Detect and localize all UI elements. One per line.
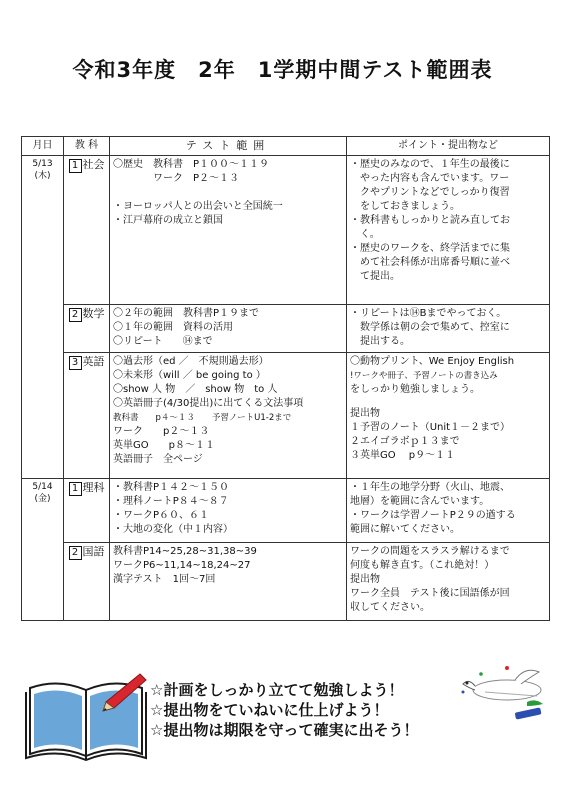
points-line: ワークの問題をスラスラ解けるまで — [350, 546, 510, 557]
points-cell-social — [347, 156, 550, 305]
points-line: クやプリントなどでしっかり復習 — [350, 187, 510, 198]
points-cell-math — [347, 305, 550, 353]
dove-decoration-icon — [455, 662, 555, 732]
range-line: ・ヨーロッパ人との出会いと全国統一 — [113, 201, 283, 212]
date-cell-day1 — [22, 156, 64, 479]
points-line: ・ワークは学習ノートP２９の遒する — [350, 510, 516, 521]
points-line: ２エイゴラボｐ１３まで — [350, 436, 460, 447]
points-line: 提出物 — [350, 408, 380, 419]
subject-number: 2 — [69, 546, 82, 560]
points-line: く。 — [350, 229, 380, 240]
header-date: 月日 — [22, 137, 64, 156]
points-cell-english — [347, 353, 550, 479]
points-line: をしっかり勉強しましょう。 — [350, 384, 480, 395]
points-line: 数学係は朝の会で集めて、控室に — [350, 322, 510, 333]
date-cell-day2 — [22, 479, 64, 621]
range-line: 〇過去形（ed ／ 不規則過去形） — [113, 356, 269, 367]
range-line: 〇未来形（will ／ be going to ） — [113, 370, 266, 381]
points-line: ３英単GO p９～１１ — [350, 450, 456, 461]
table-row-math — [22, 305, 550, 353]
slogan-line: ☆提出物をていねいに仕上げよう！ — [150, 701, 389, 719]
subject-number: 1 — [69, 482, 82, 496]
weekday-text: (金) — [34, 494, 51, 504]
range-line: 教科書 p４～１３ 予習ノートU1-2まで — [113, 413, 292, 423]
points-line: １予習のノート（Unit１－２まで） — [350, 422, 511, 433]
red-pencil-icon — [100, 672, 148, 712]
table-row-japanese — [22, 543, 550, 621]
range-cell-english — [110, 353, 347, 479]
points-line: ・歴史のみなので、１年生の最後に — [350, 159, 510, 170]
points-line: ・リピートは⑭Bまでやっておく。 — [350, 308, 507, 319]
page-title: 令和3年度 2年 1学期中間テスト範囲表 — [72, 58, 493, 82]
range-line: ワークP6~11,14~18,24~27 — [113, 560, 251, 571]
table-row-science — [22, 479, 550, 543]
points-line: 何度も解き直す。（これ絶対！） — [350, 560, 495, 571]
subject-name: 数学 — [82, 307, 105, 320]
table-header-row — [22, 137, 550, 156]
points-line: 提出物 — [350, 574, 380, 585]
range-line: 英語冊子 全ページ — [113, 454, 203, 465]
points-line: ・１年生の地学分野（火山、地震、 — [350, 482, 510, 493]
points-line: 収してください。 — [350, 602, 430, 613]
range-cell-math — [110, 305, 347, 353]
subject-cell-science — [64, 479, 110, 543]
subject-cell-math — [64, 305, 110, 353]
range-cell-japanese — [110, 543, 347, 621]
range-line: 漢字テスト 1回～7回 — [113, 574, 216, 585]
points-line: 〇動物プリント、We Enjoy English — [350, 356, 515, 367]
header-points: ポイント・提出物など — [347, 137, 550, 156]
slogan-line: ☆計画をしっかり立てて勉強しよう！ — [150, 681, 404, 699]
header-range: テスト範囲 — [110, 137, 347, 156]
range-cell-social — [110, 156, 347, 305]
range-line: 〇リピート ⑭まで — [113, 336, 213, 347]
points-line: ・教科書もしっかりと読み直してお — [350, 215, 510, 226]
date-text: 5/13 — [32, 159, 53, 169]
subject-cell-english — [64, 353, 110, 479]
points-line: 提出する。 — [350, 336, 410, 347]
header-subject: 教 科 — [64, 137, 110, 156]
points-line: めて社会科係が出席番号順に並べ — [350, 257, 510, 268]
points-line: やった内容も含んでいます。ワー — [350, 173, 510, 184]
points-cell-japanese — [347, 543, 550, 621]
slogan-line: ☆提出物は期限を守って確実に出そう！ — [150, 721, 419, 739]
subject-cell-social — [64, 156, 110, 305]
subject-cell-japanese — [64, 543, 110, 621]
points-line: をしておきましょう。 — [350, 201, 460, 212]
range-line: 〇歴史 教科書 P１００～１１９ — [113, 159, 270, 170]
range-line: 〇英語冊子(4/30提出)に出てくる文法事項 — [113, 398, 304, 409]
points-line: ・歴史のワークを、終学活までに集 — [350, 243, 510, 254]
range-line: 教科書P14~25,28~31,38~39 — [113, 546, 257, 557]
test-range-table — [21, 136, 550, 621]
subject-name: 英語 — [82, 355, 105, 368]
subject-name: 社会 — [82, 158, 105, 171]
subject-name: 国語 — [82, 545, 105, 558]
points-line: 範囲に解いてください。 — [350, 524, 460, 535]
range-line: ・江戸幕府の成立と鎖国 — [113, 215, 223, 226]
range-line: ・大地の変化（中１内容） — [113, 524, 233, 535]
points-line: て提出。 — [350, 271, 400, 282]
subject-number: 3 — [69, 356, 82, 370]
range-cell-science — [110, 479, 347, 543]
range-line: ・理科ノートP８４～８７ — [113, 496, 229, 507]
slogan-list — [150, 680, 418, 740]
range-line: ・教科書P１４２～１５０ — [113, 482, 230, 493]
range-line: 〇１年の範囲 資料の活用 — [113, 322, 233, 333]
date-text: 5/14 — [32, 482, 53, 492]
points-line: 地層）を範囲に含んでいます。 — [350, 496, 490, 507]
subject-number: 2 — [69, 308, 82, 322]
points-line: ワーク全員 テスト後に国語係が回 — [350, 588, 510, 599]
points-cell-science — [347, 479, 550, 543]
subject-number: 1 — [69, 159, 82, 173]
range-line: ワーク P２～１３ — [113, 173, 240, 184]
range-line: ワーク p２～１３ — [113, 426, 210, 437]
range-line: 〇２年の範囲 教科書P１９まで — [113, 308, 260, 319]
range-line: ・ワークP６０、６１ — [113, 510, 210, 521]
range-line: 英単GO p８～１１ — [113, 440, 215, 451]
range-line: 〇show 人 物 ／ show 物 to 人 — [113, 384, 278, 395]
table-row-social — [22, 156, 550, 305]
subject-name: 理科 — [82, 481, 105, 494]
points-line: !ワークや冊子、予習ノートの書き込み — [350, 371, 498, 381]
weekday-text: (木) — [34, 171, 51, 181]
table-row-english — [22, 353, 550, 479]
